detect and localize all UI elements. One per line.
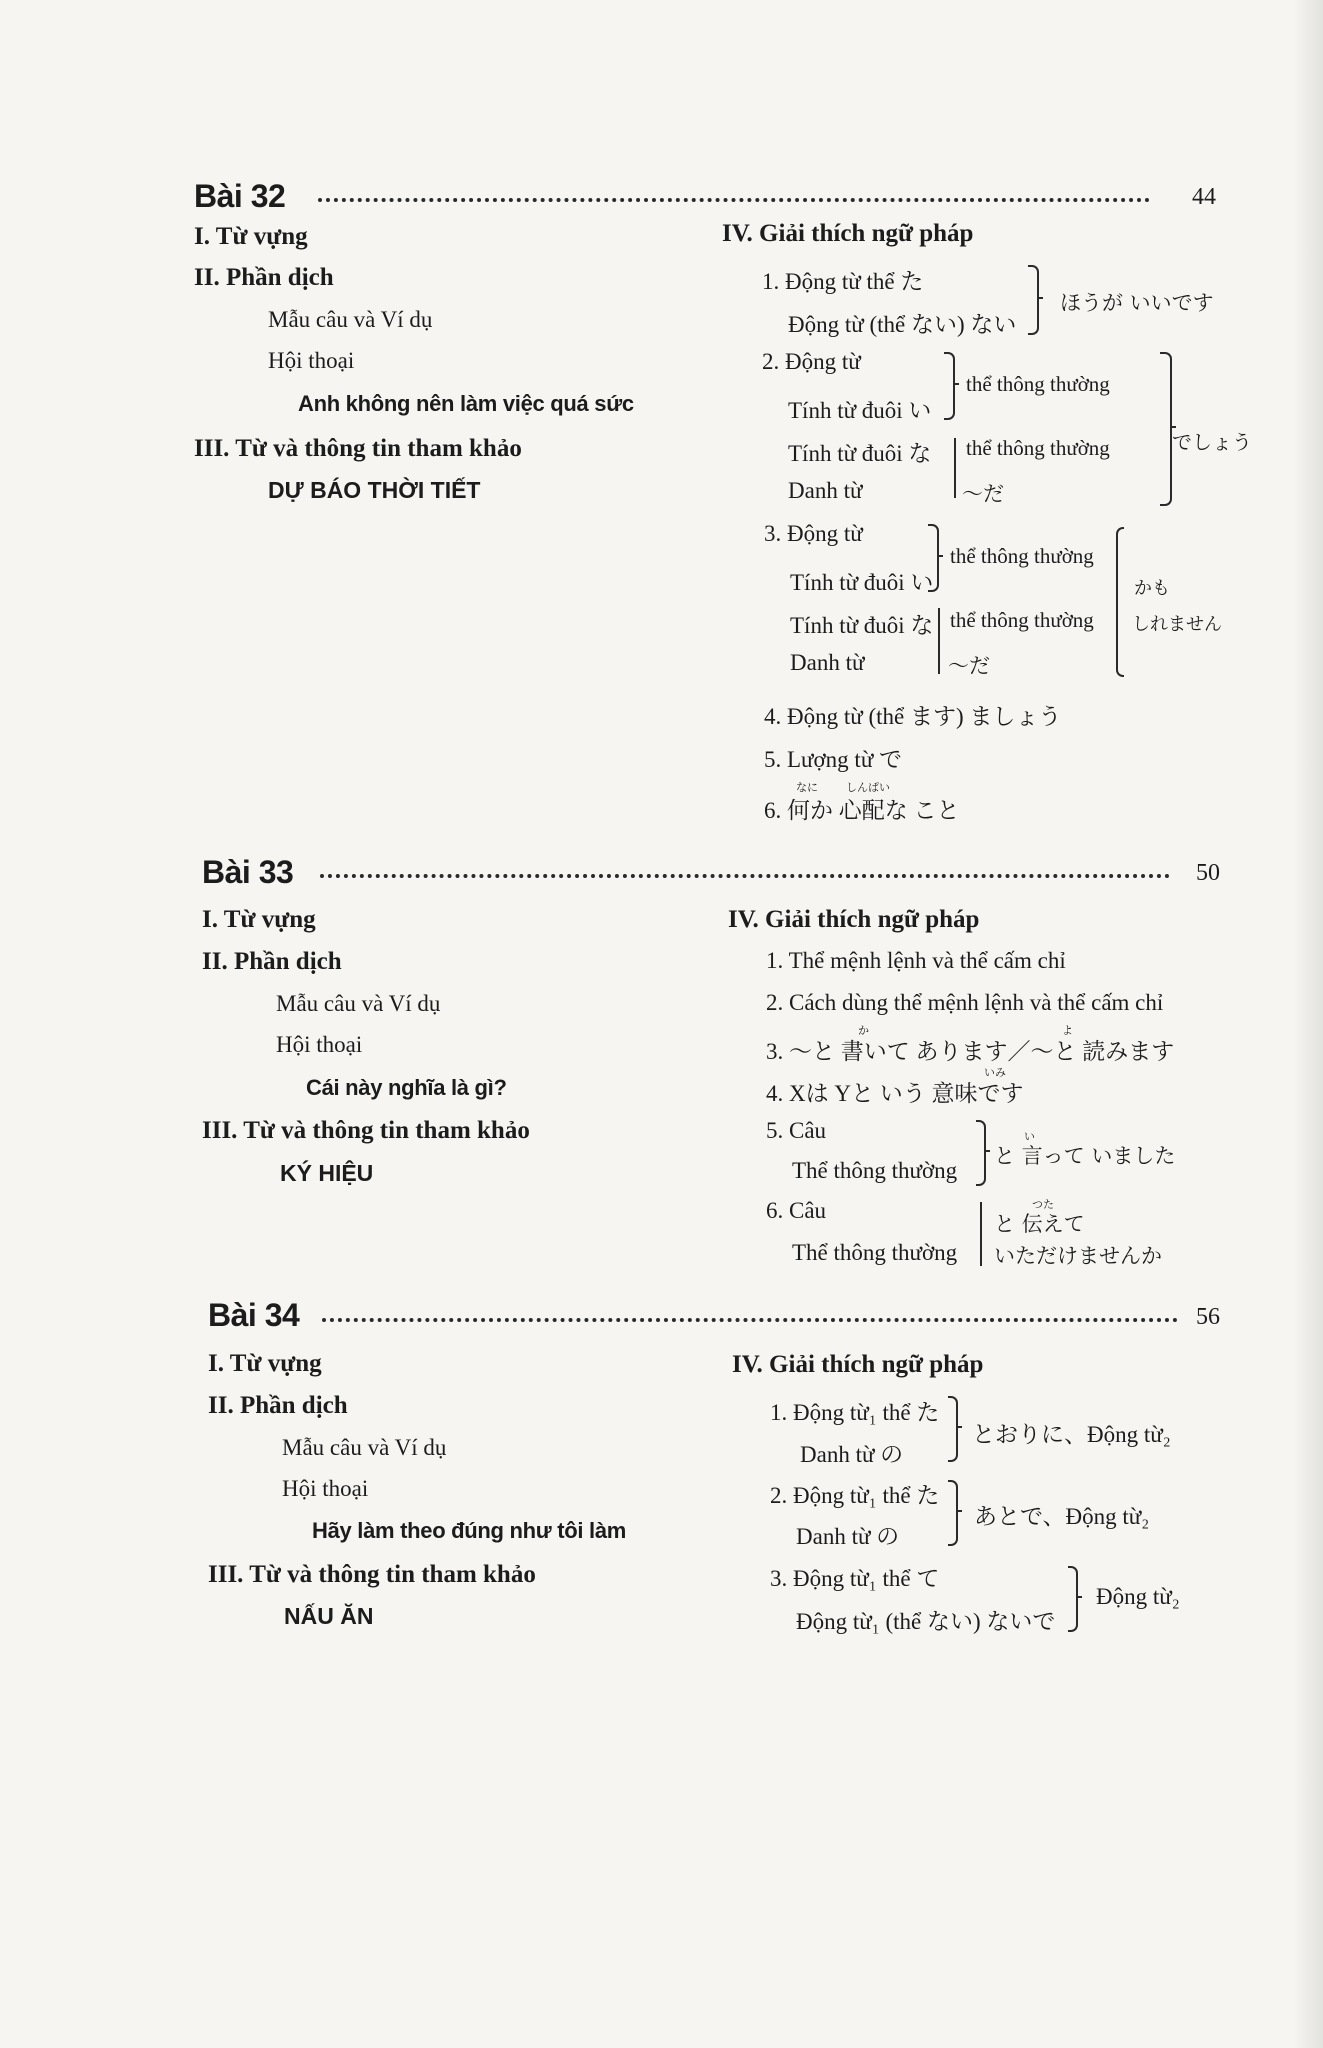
page-number: 50 [1196, 860, 1220, 886]
section-reference: III. Từ và thông tin tham khảo [202, 1117, 530, 1144]
grammar-3-adj-i: Tính từ đuôi い [790, 570, 934, 595]
grammar-2-form-2: thể thông thường [966, 436, 1110, 460]
page-number: 56 [1196, 1304, 1220, 1330]
grammar-1-result: ほうが いいです [1060, 291, 1214, 315]
section-translation: II. Phần dịch [208, 1392, 348, 1419]
brace [948, 1480, 958, 1546]
grammar-6: 6. 何か 心配な こと [764, 798, 960, 823]
grammar-1: 1. Thể mệnh lệnh và thể cấm chỉ [766, 948, 1066, 973]
grammar-1-line-a: 1. Động từ₁ thể た [770, 1400, 940, 1425]
leader-dots [320, 874, 1170, 878]
grammar-3: 3. ～と 書いて あります／～と 読みます [766, 1039, 1175, 1064]
grammar-3-noun: Danh từ [790, 650, 865, 675]
section-vocab: I. Từ vựng [208, 1350, 322, 1377]
grammar-3-form-3: ～だ [948, 654, 990, 678]
dialogue: Hội thoại [282, 1476, 369, 1501]
section-translation: II. Phần dịch [194, 264, 334, 291]
brace [944, 352, 955, 420]
lesson-title: Bài 34 [208, 1297, 300, 1333]
grammar-3-form-1: thể thông thường [950, 544, 1094, 568]
brace [976, 1120, 986, 1186]
grammar-2-result: あとで、Động từ₂ [974, 1504, 1150, 1529]
grammar-2-head: 2. Động từ [762, 349, 861, 374]
furigana: つた [1032, 1198, 1054, 1211]
divider-line [980, 1202, 982, 1266]
lesson-title: Bài 32 [194, 178, 286, 214]
divider-line [938, 608, 940, 674]
page-number: 44 [1192, 184, 1216, 210]
grammar-2-line-a: 2. Động từ₁ thể た [770, 1483, 940, 1508]
grammar-3-adj-na: Tính từ đuôi な [790, 613, 934, 638]
grammar-6-line-a: 6. Câu [766, 1198, 827, 1223]
grammar-3-line-a: 3. Động từ₁ thể て [770, 1566, 940, 1591]
grammar-5-line-b: Thể thông thường [792, 1158, 958, 1183]
grammar-6-result-2: いただけませんか [994, 1244, 1162, 1268]
grammar-3-result-1: かも [1134, 578, 1170, 599]
page-edge-shadow [1293, 0, 1323, 2048]
furigana: しんぱい [846, 781, 890, 794]
grammar-1-result: とおりに、Động từ₂ [972, 1422, 1171, 1447]
section-translation: II. Phần dịch [202, 948, 342, 975]
section-grammar: IV. Giải thích ngữ pháp [722, 220, 974, 247]
grammar-2-noun: Danh từ [788, 478, 863, 503]
grammar-6-result-1: と 伝えて [994, 1212, 1085, 1236]
dialogue-title: Cái này nghĩa là gì? [306, 1075, 507, 1100]
dialogue-title: Hãy làm theo đúng như tôi làm [312, 1518, 627, 1543]
lesson-title: Bài 33 [202, 854, 294, 890]
grammar-2-result: でしょう [1172, 430, 1252, 454]
grammar-1-line-b: Động từ (thể ない) ない [788, 312, 1017, 337]
sentence-examples: Mẫu câu và Ví dụ [268, 307, 433, 332]
section-grammar: IV. Giải thích ngữ pháp [728, 906, 980, 933]
grammar-3-form-2: thể thông thường [950, 608, 1094, 632]
grammar-1-line-b: Danh từ の [800, 1442, 904, 1467]
grammar-2-adj-na: Tính từ đuôi な [788, 441, 932, 466]
brace [948, 1396, 958, 1462]
dialogue: Hội thoại [268, 348, 355, 373]
leader-dots [318, 198, 1150, 202]
furigana: なに [796, 781, 818, 794]
section-vocab: I. Từ vựng [194, 223, 308, 250]
furigana: か [858, 1024, 869, 1037]
divider-line [954, 438, 956, 498]
reference-topic: NẤU ĂN [284, 1603, 374, 1629]
grammar-3-head: 3. Động từ [764, 521, 863, 546]
dialogue-title: Anh không nên làm việc quá sức [298, 391, 634, 416]
section-grammar: IV. Giải thích ngữ pháp [732, 1351, 984, 1378]
section-reference: III. Từ và thông tin tham khảo [208, 1561, 536, 1588]
sentence-examples: Mẫu câu và Ví dụ [282, 1435, 447, 1460]
grammar-3-line-b: Động từ₁ (thể ない) ないで [796, 1609, 1056, 1634]
brace [1068, 1566, 1078, 1632]
section-reference: III. Từ và thông tin tham khảo [194, 435, 522, 462]
grammar-3-result: Động từ₂ [1096, 1584, 1180, 1609]
brace [1028, 265, 1039, 335]
grammar-6-line-b: Thể thông thường [792, 1240, 958, 1265]
grammar-5-result: と 言って いました [994, 1144, 1176, 1168]
furigana: よ [1062, 1024, 1073, 1037]
section-vocab: I. Từ vựng [202, 906, 316, 933]
grammar-5: 5. Lượng từ で [764, 747, 903, 772]
grammar-2-adj-i: Tính từ đuôi い [788, 398, 932, 423]
grammar-2-line-b: Danh từ の [796, 1524, 900, 1549]
brace [928, 524, 939, 592]
grammar-2-form-3: ～だ [962, 482, 1004, 506]
reference-topic: KÝ HIỆU [280, 1160, 374, 1186]
grammar-2: 2. Cách dùng thể mệnh lệnh và thể cấm chỉ [766, 990, 1164, 1015]
sentence-examples: Mẫu câu và Ví dụ [276, 991, 441, 1016]
grammar-4: 4. Xは Yと いう 意味です [766, 1081, 1024, 1106]
brace [1160, 352, 1172, 506]
brace [1116, 527, 1124, 677]
grammar-5-line-a: 5. Câu [766, 1118, 827, 1143]
grammar-3-result-2: しれません [1132, 614, 1222, 635]
grammar-1-line-a: 1. Động từ thể た [762, 269, 924, 294]
furigana: い [1024, 1130, 1035, 1143]
dialogue: Hội thoại [276, 1032, 363, 1057]
grammar-2-form-1: thể thông thường [966, 372, 1110, 396]
grammar-4: 4. Động từ (thể ます) ましょう [764, 704, 1062, 729]
leader-dots [322, 1318, 1178, 1322]
reference-topic: DỰ BÁO THỜI TIẾT [268, 477, 481, 503]
furigana: いみ [984, 1066, 1006, 1079]
